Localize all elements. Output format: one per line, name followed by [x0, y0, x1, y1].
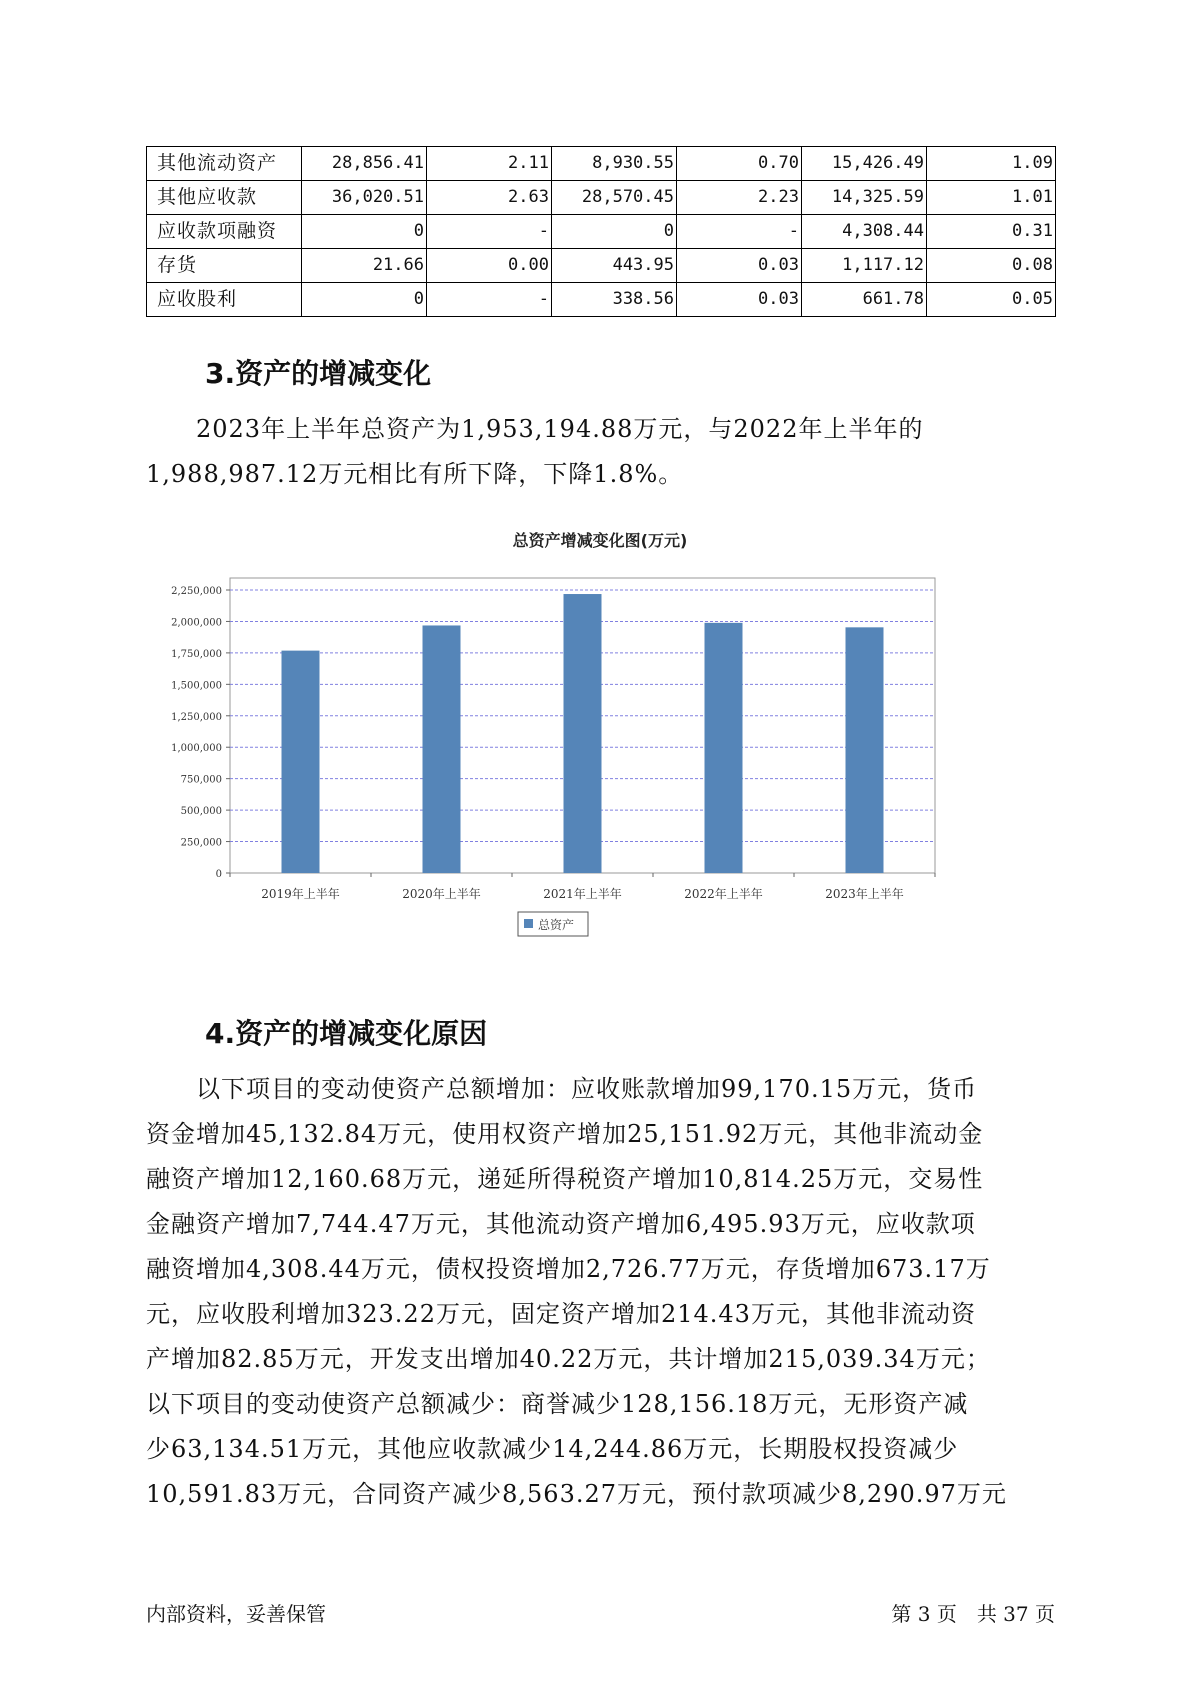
paragraph-line: 以下项目的变动使资产总额增加：应收账款增加99,170.15万元，货币 — [146, 1075, 978, 1103]
x-tick-label: 2023年上半年 — [825, 887, 904, 901]
table-cell: 0.03 — [677, 283, 802, 317]
table-cell: 0.08 — [927, 249, 1056, 283]
table-cell: 15,426.49 — [802, 147, 927, 181]
table-row — [147, 215, 1056, 249]
paragraph-line: 元，应收股利增加323.22万元，固定资产增加214.43万元，其他非流动资 — [146, 1300, 976, 1328]
y-tick-label: 250,000 — [180, 837, 222, 849]
table-cell: 0.00 — [427, 249, 552, 283]
table-cell: 338.56 — [552, 283, 677, 317]
footer-confidential-note: 内部资料，妥善保管 — [146, 1602, 326, 1626]
row-label: 应收股利 — [147, 283, 302, 317]
paragraph-line: 以下项目的变动使资产总额减少：商誉减少128,156.18万元，无形资产减 — [146, 1390, 969, 1418]
row-label: 应收款项融资 — [147, 215, 302, 249]
y-tick-label: 500,000 — [180, 806, 222, 818]
table-cell: 0.05 — [927, 283, 1056, 317]
table-cell: 2.11 — [427, 147, 552, 181]
bar — [423, 625, 461, 873]
table-cell: - — [677, 215, 802, 249]
section-heading-change-reasons: 4.资产的增减变化原因 — [205, 1017, 488, 1050]
paragraph-line: 融资产增加12,160.68万元，递延所得税资产增加10,814.25万元，交易性 — [146, 1165, 984, 1193]
table-row — [147, 283, 1056, 317]
y-tick-label: 2,000,000 — [171, 617, 222, 629]
table-cell: - — [427, 215, 552, 249]
row-label: 其他应收款 — [147, 181, 302, 215]
y-tick-label: 750,000 — [180, 774, 222, 786]
chart-title: 总资产增减变化图(万元) — [512, 531, 688, 550]
y-tick-label: 1,000,000 — [171, 743, 222, 755]
table-cell: 14,325.59 — [802, 181, 927, 215]
x-tick-label: 2019年上半年 — [261, 887, 340, 901]
table-cell: 0.70 — [677, 147, 802, 181]
table-cell: 1.01 — [927, 181, 1056, 215]
table-cell: 21.66 — [302, 249, 427, 283]
y-tick-label: 1,500,000 — [171, 680, 222, 692]
table-cell: 1,117.12 — [802, 249, 927, 283]
legend-swatch — [524, 919, 533, 928]
paragraph-line: 资金增加45,132.84万元，使用权资产增加25,151.92万元，其他非流动金 — [146, 1120, 984, 1148]
paragraph-line: 金融资产增加7,744.47万元，其他流动资产增加6,495.93万元，应收款项 — [146, 1210, 976, 1238]
financial-table — [146, 146, 1056, 317]
y-tick-label: 2,250,000 — [171, 586, 222, 597]
table-cell: 661.78 — [802, 283, 927, 317]
bar — [846, 627, 884, 873]
table-cell: 28,856.41 — [302, 147, 427, 181]
table-row — [147, 147, 1056, 181]
table-row — [147, 249, 1056, 283]
bar — [282, 651, 320, 873]
row-label: 存货 — [147, 249, 302, 283]
table-cell: 36,020.51 — [302, 181, 427, 215]
table-cell: 2.63 — [427, 181, 552, 215]
table-cell: 0 — [302, 283, 427, 317]
table-cell: 2.23 — [677, 181, 802, 215]
table-cell: 0.03 — [677, 249, 802, 283]
x-tick-label: 2021年上半年 — [543, 887, 622, 901]
bar — [564, 594, 602, 873]
paragraph-change-reasons — [146, 1067, 1061, 1517]
paragraph-line: 少63,134.51万元，其他应收款减少14,244.86万元，长期股权投资减少 — [146, 1435, 959, 1463]
table-cell: 0 — [552, 215, 677, 249]
y-tick-label: 0 — [215, 869, 222, 880]
row-label: 其他流动资产 — [147, 147, 302, 181]
paragraph-line: 1,988,987.12万元相比有所下降，下降1.8%。 — [146, 460, 684, 488]
total-assets-chart — [150, 520, 1050, 980]
x-tick-label: 2022年上半年 — [684, 887, 763, 901]
section-heading-asset-change: 3.资产的增减变化 — [205, 357, 432, 390]
paragraph-asset-change — [146, 407, 1061, 497]
y-tick-label: 1,750,000 — [171, 648, 222, 660]
footer-page-number: 第 3 页 共 37 页 — [891, 1602, 1055, 1626]
chart-svg — [150, 520, 1050, 980]
paragraph-line: 融资增加4,308.44万元，债权投资增加2,726.77万元，存货增加673.17万 — [146, 1255, 991, 1283]
table-cell: 8,930.55 — [552, 147, 677, 181]
table-cell: 443.95 — [552, 249, 677, 283]
x-tick-label: 2020年上半年 — [402, 887, 481, 901]
bar — [705, 623, 743, 873]
table-cell: 4,308.44 — [802, 215, 927, 249]
legend-label: 总资产 — [538, 918, 575, 932]
paragraph-line: 产增加82.85万元，开发支出增加40.22万元，共计增加215,039.34万元； — [146, 1345, 991, 1373]
table-cell: 0 — [302, 215, 427, 249]
table-cell: 0.31 — [927, 215, 1056, 249]
paragraph-line: 2023年上半年总资产为1,953,194.88万元，与2022年上半年的 — [146, 415, 924, 443]
paragraph-line: 10,591.83万元，合同资产减少8,563.27万元，预付款项减少8,290.97万元 — [146, 1480, 1007, 1508]
table-cell: 28,570.45 — [552, 181, 677, 215]
table-row — [147, 181, 1056, 215]
table-cell: - — [427, 283, 552, 317]
table-cell: 1.09 — [927, 147, 1056, 181]
y-tick-label: 1,250,000 — [171, 711, 222, 723]
